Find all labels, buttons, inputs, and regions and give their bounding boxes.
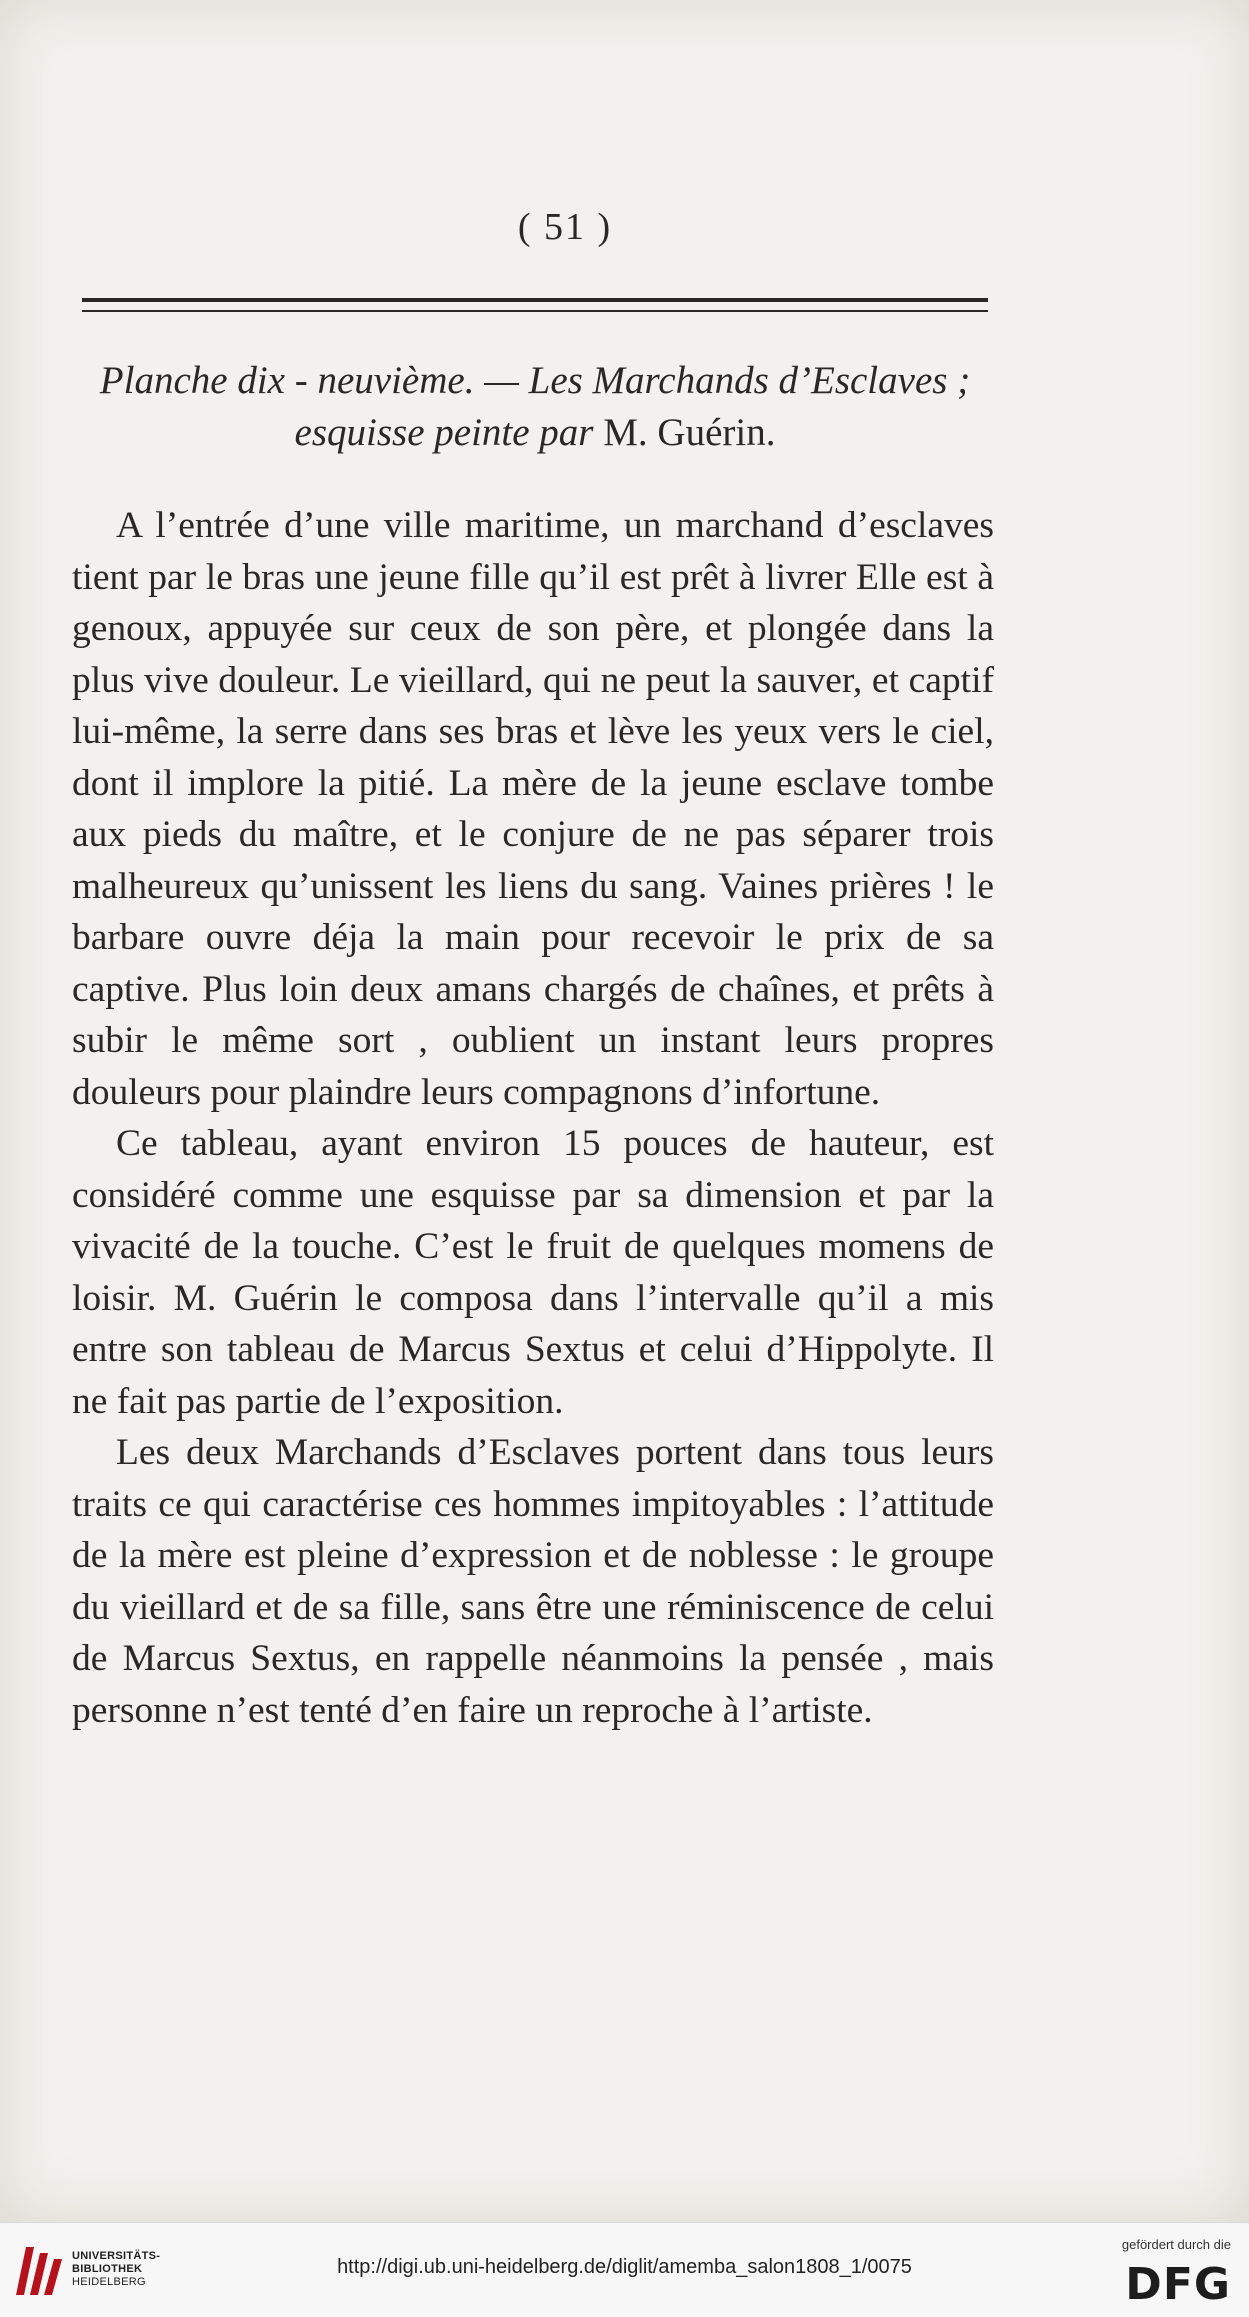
heading-author: M. Guérin. <box>593 411 776 454</box>
heading-line-1: Planche dix - neuvième. — Les Marchands d’Esclaves ; <box>99 359 971 402</box>
page-url-link[interactable]: http://digi.ub.uni-heidelberg.de/diglit/amemba_salon1808_1/0075 <box>337 2256 912 2278</box>
page-number: ( 51 ) <box>517 206 613 248</box>
library-name-line-2: BIBLIOTHEK <box>72 2263 143 2275</box>
library-name-line-3: HEIDELBERG <box>72 2276 146 2288</box>
body-text <box>72 500 994 1736</box>
dfg-logo[interactable]: DFG <box>1125 2259 1231 2310</box>
funding-note: gefördert durch die <box>1121 2237 1231 2252</box>
heading-line-2 <box>70 407 1000 459</box>
library-name-line-1: UNIVERSITÄTS- <box>72 2250 161 2262</box>
paragraph-1: A l’entrée d’une ville maritime, un marchand d’esclaves tient par le bras une jeune fille qu’il est prêt à livrer Elle est à genoux, appuyée sur ceux de son père, et plongée dans la plus vive douleur. Le vieillard, qui ne peut la sauver, et captif lui-même, la serre dans ses bras et lève les yeux vers le ciel, dont il implore la pitié. La mère de la jeune esclave tombe aux pieds du maître, et le conjure de ne pas séparer trois malheureux qu’unissent les liens du sang. Vaines prières ! le barbare ouvre déja la main pour recevoir le prix de sa captive. Plus loin deux amans chargés de chaînes, et prêts à subir le même sort , oublient un instant leurs propres douleurs pour plaindre leurs compagnons d’infortune. <box>72 505 994 1113</box>
header-rule <box>82 298 988 312</box>
paragraph-3: Les deux Marchands d’Esclaves portent dans tous leurs traits ce qui caractérise ces hommes impitoyables : l’attitude de la mère est pleine d’expression et de noblesse : le groupe du vieillard et de sa fille, sans être une réminiscence de celui de Marcus Sextus, en rappelle néanmoins la pensée , mais personne n’est tenté d’en faire un reproche à l’artiste. <box>72 1432 994 1731</box>
section-heading <box>70 355 1000 459</box>
viewer-footer <box>0 2222 1249 2317</box>
heading-italic-part: esquisse peinte par <box>294 411 594 454</box>
paragraph-2: Ce tableau, ayant environ 15 pouces de hauteur, est considéré comme une esquisse par sa dimension et par la vivacité de la touche. C’est le fruit de quelques momens de loisir. M. Guérin le composa dans l’intervalle qu’il a mis entre son tableau de Marcus Sextus et celui d’Hippolyte. Il ne fait pas partie de l’exposition. <box>72 1123 994 1422</box>
